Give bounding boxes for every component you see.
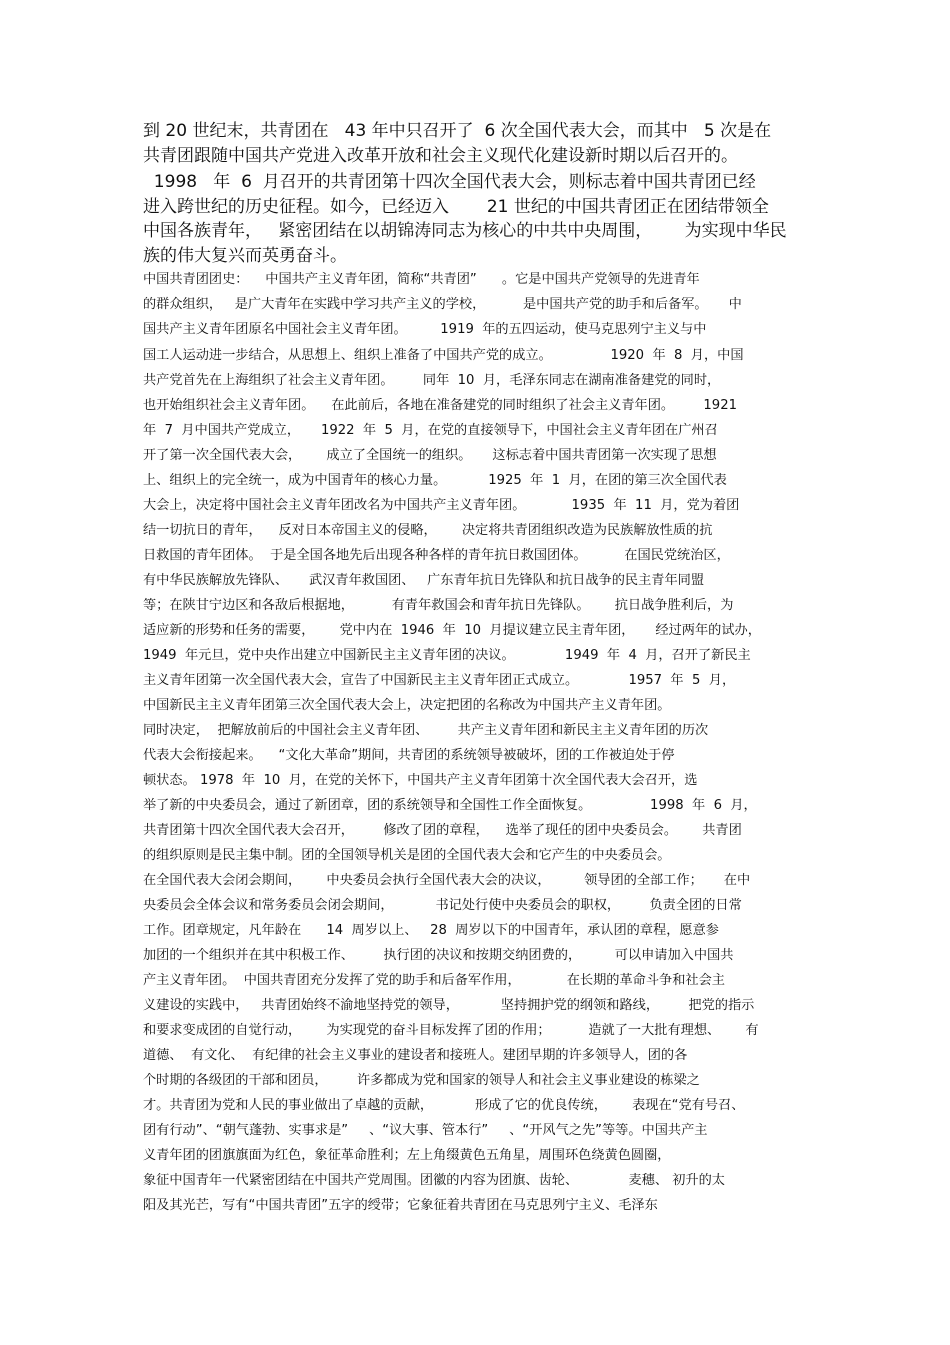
body-line: 的群众组织， 是广大青年在实践中学习共产主义的学校， 是中国共产党的助手和后备军。 中 [143, 297, 742, 312]
body-line: 义青年团的团旗旗面为红色，象征革命胜利；左上角缀黄色五角星，周围环色绕黄色圆圈， [143, 1148, 671, 1163]
body-line: 央委员会全体会议和常务委员会闭会期间， 书记处行使中央委员会的职权， 负责全团的日常 [143, 898, 742, 913]
body-line: 适应新的形势和任务的需要， 党中内在 1946 年 10 月提议建立民主青年团， 经过两年的试办， [143, 623, 761, 638]
intro-line: 进入跨世纪的历史征程。如今，已经迈入 21 世纪的中国共青团正在团结带领全 [143, 197, 769, 217]
body-line: 主义青年团第一次全国代表大会，宣告了中国新民主主义青年团正式成立。 1957 年 5 月， [143, 673, 736, 688]
body-line: 道德、 有文化、 有纪律的社会主义事业的建设者和接班人。建团早期的许多领导人，团的各 [143, 1048, 688, 1063]
body-line: 1949 年元旦，党中央作出建立中国新民主主义青年团的决议。 1949 年 4 月，召开了新民主 [143, 648, 751, 663]
body-line: 中国共青团团史： 中国共产主义青年团，简称“共青团” 。它是中国共产党领导的先进青年 [143, 272, 700, 287]
body-line: 日救国的青年团体。 于是全国各地先后出现各种各样的青年抗日救国团体。 在国民党统治区， [143, 548, 730, 563]
body-line: 同时决定， 把解放前后的中国社会主义青年团、 共产主义青年团和新民主主义青年团的历次 [143, 723, 709, 738]
body-line: 国工人运动进一步结合，从思想上、组织上准备了中国共产党的成立。 1920 年 8 月，中国 [143, 348, 744, 363]
body-line: 阳及其光芒，写有“中国共青团”五字的绶带；它象征着共青团在马克思列宁主义、毛泽东 [143, 1198, 658, 1213]
body-line: 开了第一次全国代表大会， 成立了全国统一的组织。 这标志着中国共青团第一次实现了思想 [143, 448, 717, 463]
body-line: 共青团第十四次全国代表大会召开， 修改了团的章程， 选举了现任的团中央委员会。 共青团 [143, 823, 742, 838]
body-line: 在全国代表大会闭会期间， 中央委员会执行全国代表大会的决议， 领导团的全部工作； 在中 [143, 873, 751, 888]
intro-line: 中国各族青年， 紧密团结在以胡锦涛同志为核心的中共中央周围， 为实现中华民 [143, 221, 787, 241]
body-line: 举了新的中央委员会，通过了新团章，团的系统领导和全国性工作全面恢复。 1998 年 6 月， [143, 798, 757, 813]
body-line: 顿状态。 1978 年 10 月，在党的关怀下，中国共产主义青年团第十次全国代表大会召开，选 [143, 773, 698, 788]
intro-line: 1998 年 6 月召开的共青团第十四次全国代表大会，则标志着中国共青团已经 [143, 172, 756, 192]
body-line: 代表大会衔接起来。 “文化大革命”期间，共青团的系统领导被破坏，团的工作被迫处于停 [143, 748, 675, 763]
body-line: 和要求变成团的自觉行动， 为实现党的奋斗目标发挥了团的作用； 造就了一大批有理想、 有 [143, 1023, 759, 1038]
body-line: 大会上，决定将中国社会主义青年团改名为中国共产主义青年团。 1935 年 11 月，党为着团 [143, 498, 740, 513]
body-line: 共产党首先在上海组织了社会主义青年团。 同年 10 月，毛泽东同志在湖南准备建党的同时， [143, 373, 721, 388]
body-line: 才。共青团为党和人民的事业做出了卓越的贡献， 形成了它的优良传统， 表现在“党有号召、 [143, 1098, 745, 1113]
body-line: 也开始组织社会主义青年团。 在此前后，各地在准备建党的同时组织了社会主义青年团。 1921 [143, 398, 737, 413]
body-line: 的组织原则是民主集中制。团的全国领导机关是团的全国代表大会和它产生的中央委员会。 [143, 848, 671, 863]
body-line: 有中华民族解放先锋队、 武汉青年救国团、 广东青年抗日先锋队和抗日战争的民主青年同盟 [143, 573, 705, 588]
body-line: 义建设的实践中， 共青团始终不渝地坚持党的领导， 坚持拥护党的纲领和路线， 把党的指示 [143, 998, 755, 1013]
body-line: 加团的一个组织并在其中积极工作、 执行团的决议和按期交纳团费的， 可以申请加入中国共 [143, 948, 734, 963]
body-line: 结一切抗日的青年， 反对日本帝国主义的侵略， 决定将共青团组织改造为民族解放性质的抗 [143, 523, 713, 538]
body-line: 团有行动”、“朝气蓬勃、实事求是” 、“议大事、管本行” 、“开风气之先”等等。中国共产主 [143, 1123, 708, 1138]
body-line: 产主义青年团。 中国共青团充分发挥了党的助手和后备军作用， 在长期的革命斗争和社会主 [143, 973, 725, 988]
body-line: 中国新民主主义青年团第三次全国代表大会上，决定把团的名称改为中国共产主义青年团。 [143, 698, 671, 713]
body-line: 等；在陕甘宁边区和各敌后根据地， 有青年救国会和青年抗日先锋队。 抗日战争胜利后，为 [143, 598, 734, 613]
body-line: 上、组织上的完全统一，成为中国青年的核心力量。 1925 年 1 月，在团的第三次全国代表 [143, 473, 727, 488]
intro-line: 族的伟大复兴而英勇奋斗。 [143, 246, 347, 266]
body-line: 年 7 月中国共产党成立， 1922 年 5 月，在党的直接领导下，中国社会主义青年团在广州召 [143, 423, 718, 438]
intro-line: 到 20 世纪末，共青团在 43 年中只召开了 6 次全国代表大会，而其中 5 次是在 [143, 121, 772, 141]
body-line: 个时期的各级团的干部和团员， 许多都成为党和国家的领导人和社会主义事业建设的栋梁之 [143, 1073, 700, 1088]
intro-line: 共青团跟随中国共产党进入改革开放和社会主义现代化建设新时期以后召开的。 [143, 146, 738, 166]
body-line: 国共产主义青年团原名中国社会主义青年团。 1919 年的五四运动，使马克思列宁主义与中 [143, 322, 707, 337]
body-line: 工作。团章规定，凡年龄在 14 周岁以上、 28 周岁以下的中国青年，承认团的章程，愿意参 [143, 923, 719, 938]
body-line: 象征中国青年一代紧密团结在中国共产党周围。团徽的内容为团旗、齿轮、 麦穗、 初升的太 [143, 1173, 725, 1188]
